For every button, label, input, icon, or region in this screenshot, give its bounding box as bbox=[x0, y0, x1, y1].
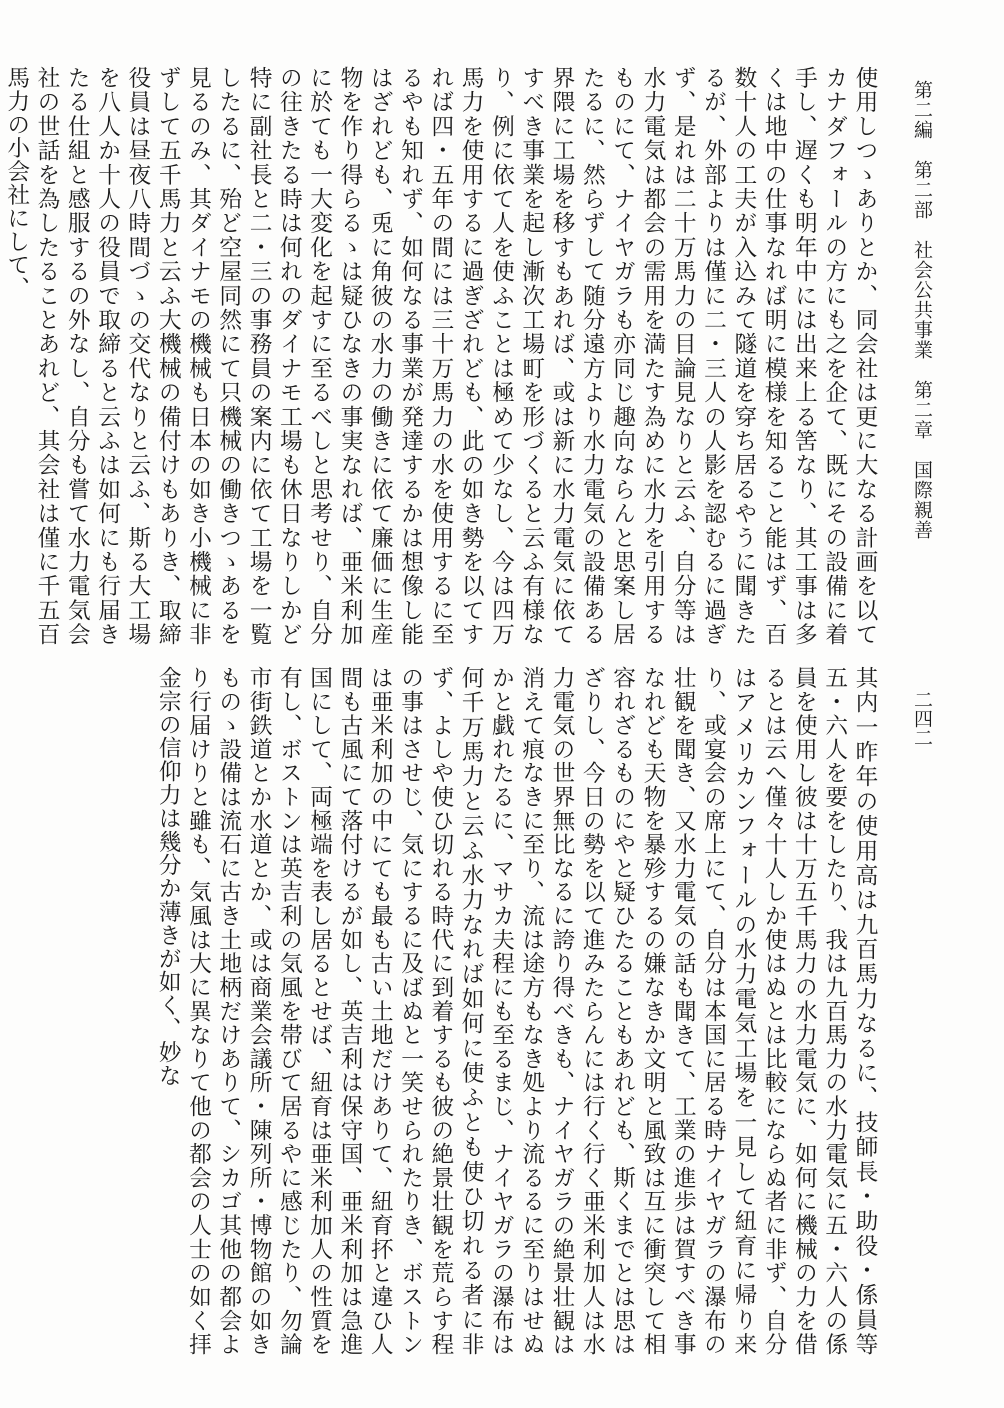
paragraph-lower: 其内一昨年の使用高は九百馬力なるに、技師長・助役・係員等五・六人を要をしたり、我は九百馬力の水力電気に五・六人の係員を使用し彼は十万五千馬力の水力電気に、如何に機械の力を借るとは云へ僅々十人しか使はぬとは比較にならぬ者に非ず、自分はアメリカンフォールの水力電気工場を一見して紐育に帰り来り、或宴会の席上にて、自分は本国に居る時ナイヤガラの瀑布の壮観を聞き、又水力電気の話も聞きて、工業の進歩は賀すべき事なれども天物を暴殄するの嫌なきか文明と風致は互に衝突して相容れざるものにやと疑ひたることもあれども、斯くまでとは思はざりし、今日の勢を以て進みたらんには行く行く亜米利加人は水力電気の世界無比なるに誇り得べきも、ナイヤガラの絶景壮観は消えて痕なきに至り、流は途方もなき処より流るるに至りはせぬかと戯れたるに、マサカ夫程にも至るまじ、ナイヤガラの瀑布は何千万馬力と云ふ水力なれば如何に使ふとも使ひ切れる者に非ず、よしや使ひ切れる時代に到着するも彼の絶景壮観を荒らす程の事はさせじ、気にするに及ばぬと一笑せられたりき、ボストンは亜米利加の中にても最も古い土地だけありて、紐育抔と違ひ人間も古風にて落付けるが如し、英吉利は保守国、亜米利加は急進国にして、両極端を表し居るとせば、紐育は亜米利加人の性質を有し、ボストンは英吉利の気風を帯びて居るやに感じたり、勿論市街鉄道とか水道とか、或は商業会議所・陳列所・博物館の如きものゝ設備は流石に古き土地柄だけありて、シカゴ其他の都会より行届けりと雖も、気風は大に異なりて他の都会の人士の如く拝金宗の信仰力は幾分か薄きが如く、妙な bbox=[155, 666, 878, 1356]
running-head: 第二編 第二部 社会公共事業 第二章 国際親善 bbox=[911, 80, 933, 540]
body-text-upper bbox=[3, 66, 880, 646]
page-number: 二四二 bbox=[911, 690, 933, 747]
body-text-lower bbox=[60, 666, 880, 1356]
paragraph-upper: 使用しつゝありとか、同会社は更に大なる計画を以てカナダフォールの方にも之を企て、既にその設備に着手し、遅くも明年中には出来上る筈なり、其工事は多くは地中の仕事なれば明に模様を知ること能はず、百数十人の工夫が入込みて隧道を穿ち居るやうに聞きたるが、外部よりは僅に二・三人の人影を認むるに過ぎず、是れは二十万馬力の目論見なりと云ふ、自分等は水力電気は都会の需用を満たす為めに水力を引用するものにて、ナイヤガラも亦同じ趣向ならんと思案し居たるに、然らずして随分遠方より水力電気の設備ある界隈に工場を移すもあれば、或は新に水力電気に依てすべき事業を起し漸次工場町を形づくると云ふ有様なり、例に依て人を使ふことは極めて少なし、今は四万馬力を使用するに過ぎざれども、此の如き勢を以てすれば四・五年の間には三十万馬力の水を使用するに至るやも知れず、如何なる事業が発達するかは想像し能はざれども、兎に角彼の水力の働きに依て廉価に生産物を作り得らるゝは疑ひなきの事実なれば、亜米利加に於ても一大変化を起すに至るべしと思考せり、自分の往きたる時は何れのダイナモ工場も休日なりしかど特に副社長と二・三の事務員の案内に依て工場を一覧したるに、殆ど空屋同然にて只機械の働きつゝあるを見るのみ、其ダイナモの機械も日本の如き小機械に非ずして五千馬力と云ふ大機械の備付けもありき、取締役員は昼夜八時間づゝの交代なりと云ふ、斯る大工場を八人か十人の役員で取締ると云ふは如何にも行届きたる仕組と感服するの外なし、自分も嘗て水力電気会社の世話を為したることあれど、其会社は僅に千五百馬力の小会社にして、 bbox=[3, 66, 878, 646]
